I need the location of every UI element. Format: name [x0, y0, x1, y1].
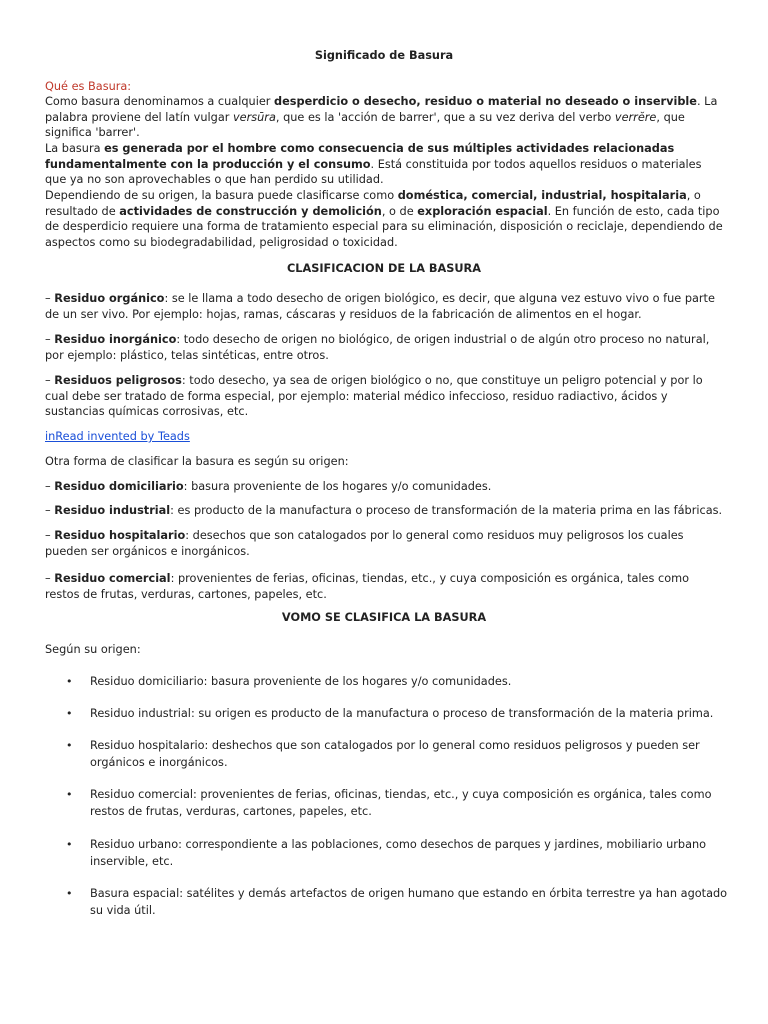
bullet-marker: • — [66, 887, 73, 900]
list-item-domiciliario — [45, 479, 725, 495]
bullet-marker: • — [66, 707, 73, 720]
dash: – — [45, 333, 55, 346]
bullet-marker: • — [66, 675, 73, 688]
definition: : desechos que son catalogados por lo general como residuos muy peligrosos los cuales pueden ser orgánicos e inorgánicos. — [45, 529, 684, 558]
dash: – — [45, 529, 55, 542]
section-heading-vomo: VOMO SE CLASIFICA LA BASURA — [281, 611, 487, 624]
term: Residuo orgánico — [54, 292, 165, 305]
dash: – — [45, 572, 55, 585]
list-item-comercial — [45, 571, 725, 602]
p2-bold: es generada por el hombre como consecuencia de sus múltiples actividades relacionadas fundamentalmente con la producción y el consumo — [45, 142, 675, 171]
bullet-item-comercial: Residuo comercial: provenientes de ferias, oficinas, tiendas, etc., y cuya composición es orgánica, tales como restos de frutas, verduras, cartones, papeles, etc. — [90, 788, 712, 818]
term: Residuo inorgánico — [54, 333, 177, 346]
p3-text-a: Dependiendo de su origen, la basura puede clasificarse como — [45, 189, 398, 202]
p3-text-c: , o de — [381, 204, 418, 218]
intro-heading: Qué es Basura: — [45, 80, 132, 93]
p3-bold-c: exploración espacial — [417, 204, 548, 218]
p1-text-a: Como basura denominamos a cualquier — [45, 95, 275, 108]
segun-origen-label: Según su origen: — [45, 643, 141, 656]
bullet-marker: • — [66, 838, 73, 851]
term: Residuos peligrosos — [54, 374, 182, 387]
list-item-inorganico — [45, 332, 725, 363]
p1-bold: desperdicio o desecho, residuo o material no deseado o inservible — [274, 95, 697, 108]
dash: – — [45, 292, 55, 305]
intro-paragraph-3 — [45, 188, 725, 250]
bullet-marker: • — [66, 788, 73, 801]
term: Residuo domiciliario — [54, 480, 184, 493]
p2-text-b: . Está constituida por todos aquellos residuos o materiales que ya no son aprovechables o que han perdido su utilidad. — [45, 157, 702, 187]
bullet-item-hospitalario: Residuo hospitalario: deshechos que son catalogados por lo general como residuos peligrosos y pueden ser orgánicos e inorgánicos. — [90, 739, 700, 769]
p1-italic-b: verrĕre — [614, 110, 657, 124]
list-item-industrial — [45, 503, 725, 519]
other-classification-text: Otra forma de clasificar la basura es según su origen: — [45, 455, 349, 468]
bullet-item-espacial: Basura espacial: satélites y demás artefactos de origen humano que estando en órbita terrestre ya han agotado su vida útil. — [90, 887, 728, 917]
list-item-peligrosos — [45, 373, 725, 420]
definition: : todo desecho, ya sea de origen biológico o no, que constituye un peligro potencial y por lo cual debe ser tratado de forma especial, por ejemplo: material médico infeccioso, residuo radiactivo, ácidos y sustancias químicas corrosivas, etc. — [45, 374, 703, 419]
definition: : es producto de la manufactura o proceso de transformación de la materia prima en las fábricas. — [170, 504, 723, 517]
p3-text-d: . En función de esto, cada tipo de desperdicio requiere una forma de tratamiento especial para su eliminación, disposición o reciclaje, dependiendo de aspectos como su biodegradabilidad, peligrosidad o toxicidad. — [45, 204, 723, 249]
intro-paragraph-2 — [45, 141, 725, 188]
p1-text-d: , que significa 'barrer'. — [45, 110, 685, 140]
definition: : basura proveniente de los hogares y/o comunidades. — [183, 480, 492, 493]
dash: – — [45, 374, 55, 387]
term: Residuo comercial — [54, 572, 171, 585]
p1-italic-a: versūra — [232, 110, 276, 124]
p3-bold-a: doméstica, comercial, industrial, hospitalaria — [397, 189, 687, 202]
term: Residuo industrial — [54, 504, 171, 517]
definition: : provenientes de ferias, oficinas, tiendas, etc., y cuya composición es orgánica, tales como restos de frutas, verduras, cartones, papeles, etc. — [45, 572, 690, 601]
p1-text-c: , que es la 'acción de barrer', que a su vez deriva del verbo — [275, 110, 615, 124]
p2-text-a: La basura — [45, 142, 105, 155]
p3-text-b: , o resultado de — [45, 189, 701, 218]
inread-teads-link[interactable]: inRead invented by Teads — [45, 430, 190, 443]
p3-bold-b: actividades de construcción y demolición — [119, 204, 382, 218]
bullet-item-urbano: Residuo urbano: correspondiente a las poblaciones, como desechos de parques y jardines, mobiliario urbano inservible, etc. — [90, 838, 707, 868]
definition: : se le llama a todo desecho de origen biológico, es decir, que alguna vez estuvo vivo o fue parte de un ser vivo. Por ejemplo: hojas, ramas, cáscaras y residuos de la fabricación de alimentos en el hogar. — [45, 292, 715, 321]
document-title: Significado de Basura — [314, 49, 454, 62]
dash: – — [45, 504, 55, 517]
dash: – — [45, 480, 55, 493]
bullet-marker: • — [66, 739, 73, 752]
bullet-item-industrial: Residuo industrial: su origen es producto de la manufactura o proceso de transformación de la materia prima. — [90, 707, 714, 720]
list-item-hospitalario — [45, 528, 725, 559]
list-item-organico — [45, 291, 725, 322]
section-heading-clasificacion: CLASIFICACION DE LA BASURA — [286, 262, 482, 275]
p1-text-b: . La palabra proviene del latín vulgar — [45, 95, 718, 124]
intro-paragraph-1 — [45, 94, 725, 141]
bullet-item-domiciliario: Residuo domiciliario: basura proveniente de los hogares y/o comunidades. — [90, 675, 512, 688]
term: Residuo hospitalario — [54, 529, 186, 542]
definition: : todo desecho de origen no biológico, de origen industrial o de algún otro proceso no natural, por ejemplo: plástico, telas sintéticas, entre otros. — [45, 333, 710, 362]
